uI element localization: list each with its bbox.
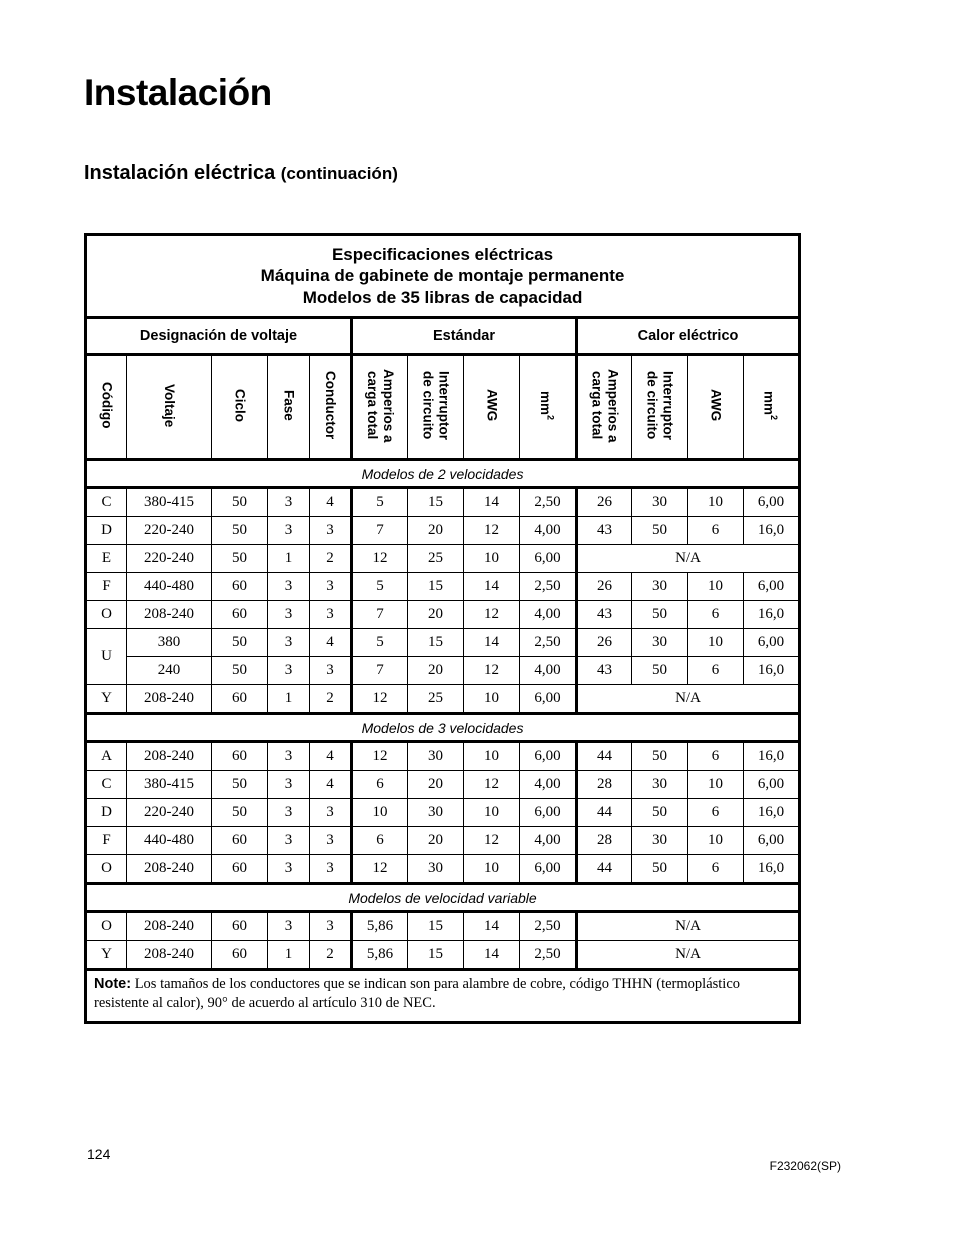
table-cell: 12 bbox=[464, 771, 520, 799]
table-cell: 60 bbox=[212, 855, 268, 884]
table-title-line-1: Especificaciones eléctricas bbox=[331, 244, 554, 264]
table-cell: 6 bbox=[688, 742, 744, 771]
table-cell: 15 bbox=[408, 941, 464, 970]
table-cell: 44 bbox=[577, 855, 632, 884]
table-cell: 12 bbox=[352, 685, 408, 714]
table-cell: 6,00 bbox=[520, 855, 577, 884]
table-cell: 3 bbox=[268, 771, 310, 799]
table-cell: 50 bbox=[632, 601, 688, 629]
table-row bbox=[86, 742, 800, 771]
table-cell: 60 bbox=[212, 742, 268, 771]
table-row bbox=[86, 573, 800, 601]
table-cell: 380 bbox=[127, 629, 212, 657]
table-cell: 50 bbox=[212, 771, 268, 799]
table-cell: 16,0 bbox=[744, 657, 800, 685]
table-cell: 6 bbox=[688, 517, 744, 545]
table-cell: 30 bbox=[408, 799, 464, 827]
table-cell: 3 bbox=[310, 517, 352, 545]
table-cell: C bbox=[86, 488, 127, 517]
table-cell: C bbox=[86, 771, 127, 799]
group-header-standard: Estándar bbox=[352, 318, 577, 355]
table-cell: 5,86 bbox=[352, 912, 408, 941]
table-cell: 10 bbox=[464, 545, 520, 573]
table-cell: 20 bbox=[408, 601, 464, 629]
table-cell: 43 bbox=[577, 517, 632, 545]
table-cell: 1 bbox=[268, 685, 310, 714]
column-header-code: Código bbox=[86, 355, 127, 460]
page-number: 124 bbox=[87, 1146, 111, 1162]
table-cell: 14 bbox=[464, 912, 520, 941]
table-cell: 220-240 bbox=[127, 517, 212, 545]
group-header-voltage: Designación de voltaje bbox=[86, 318, 352, 355]
table-cell: 60 bbox=[212, 573, 268, 601]
table-cell: 15 bbox=[408, 629, 464, 657]
table-row bbox=[86, 488, 800, 517]
table-cell: 50 bbox=[212, 488, 268, 517]
table-title-line-2: Máquina de gabinete de montaje permanente bbox=[260, 266, 625, 286]
table-cell: 208-240 bbox=[127, 742, 212, 771]
table-cell: U bbox=[86, 629, 127, 685]
column-header-conductor: Conductor bbox=[310, 355, 352, 460]
table-cell: 6,00 bbox=[744, 573, 800, 601]
column-header-cycle: Ciclo bbox=[212, 355, 268, 460]
table-cell: 1 bbox=[268, 545, 310, 573]
table-cell: 14 bbox=[464, 941, 520, 970]
table-cell: 3 bbox=[310, 799, 352, 827]
table-cell: 44 bbox=[577, 799, 632, 827]
table-cell: 220-240 bbox=[127, 799, 212, 827]
table-cell: 60 bbox=[212, 827, 268, 855]
table-cell: 6 bbox=[688, 855, 744, 884]
table-cell: 50 bbox=[212, 799, 268, 827]
table-cell: 16,0 bbox=[744, 855, 800, 884]
table-cell: 12 bbox=[352, 545, 408, 573]
column-header-std-amps: Amperios a carga total bbox=[352, 355, 408, 460]
table-cell: 50 bbox=[212, 517, 268, 545]
table-cell: Y bbox=[86, 685, 127, 714]
table-row bbox=[86, 545, 800, 573]
section-label-three-speed: Modelos de 3 velocidades bbox=[86, 714, 800, 742]
table-cell: 6,00 bbox=[744, 771, 800, 799]
column-header-std-mm2: $mm^2$ bbox=[520, 355, 577, 460]
table-cell: 3 bbox=[268, 573, 310, 601]
table-cell: 20 bbox=[408, 657, 464, 685]
table-cell: 14 bbox=[464, 573, 520, 601]
table-cell: 15 bbox=[408, 488, 464, 517]
table-cell: 3 bbox=[268, 629, 310, 657]
table-cell: 6 bbox=[688, 601, 744, 629]
table-cell: 43 bbox=[577, 657, 632, 685]
table-cell: 15 bbox=[408, 573, 464, 601]
table-cell: 3 bbox=[268, 742, 310, 771]
table-cell: 10 bbox=[688, 827, 744, 855]
table-cell: 4 bbox=[310, 629, 352, 657]
table-cell: 5,86 bbox=[352, 941, 408, 970]
table-cell: 14 bbox=[464, 629, 520, 657]
table-cell: 12 bbox=[464, 827, 520, 855]
table-cell: 10 bbox=[464, 855, 520, 884]
table-cell: 208-240 bbox=[127, 685, 212, 714]
table-cell: 3 bbox=[268, 855, 310, 884]
table-cell: 16,0 bbox=[744, 799, 800, 827]
table-title-line-3: Modelos de 35 libras de capacidad bbox=[302, 287, 583, 307]
table-cell: 3 bbox=[268, 912, 310, 941]
na-cell: N/A bbox=[577, 941, 800, 970]
table-cell: 43 bbox=[577, 601, 632, 629]
table-cell: 12 bbox=[352, 855, 408, 884]
table-cell: 6 bbox=[688, 657, 744, 685]
na-cell: N/A bbox=[577, 685, 800, 714]
table-cell: 3 bbox=[268, 657, 310, 685]
na-cell: N/A bbox=[577, 912, 800, 941]
table-cell: 25 bbox=[408, 545, 464, 573]
table-cell: 10 bbox=[688, 629, 744, 657]
table-cell: 25 bbox=[408, 685, 464, 714]
column-header-heat-mm2: $mm^2$ bbox=[744, 355, 800, 460]
table-cell: 12 bbox=[464, 517, 520, 545]
table-cell: 240 bbox=[127, 657, 212, 685]
table-cell: 50 bbox=[212, 545, 268, 573]
table-cell: O bbox=[86, 855, 127, 884]
document-code: F232062(SP) bbox=[769, 1159, 841, 1173]
table-cell: 50 bbox=[632, 799, 688, 827]
table-cell: 3 bbox=[310, 855, 352, 884]
table-cell: 50 bbox=[632, 657, 688, 685]
table-cell: 10 bbox=[688, 573, 744, 601]
table-cell: 2,50 bbox=[520, 912, 577, 941]
table-cell: D bbox=[86, 799, 127, 827]
table-cell: 12 bbox=[464, 601, 520, 629]
table-cell: 7 bbox=[352, 601, 408, 629]
table-cell: 50 bbox=[632, 742, 688, 771]
table-cell: 6,00 bbox=[520, 685, 577, 714]
table-cell: 26 bbox=[577, 573, 632, 601]
table-cell: 16,0 bbox=[744, 517, 800, 545]
table-cell: 60 bbox=[212, 941, 268, 970]
table-cell: 6 bbox=[352, 771, 408, 799]
table-cell: O bbox=[86, 601, 127, 629]
table-cell: 20 bbox=[408, 517, 464, 545]
table-cell: 30 bbox=[408, 855, 464, 884]
column-header-phase: Fase bbox=[268, 355, 310, 460]
table-cell: 6,00 bbox=[744, 629, 800, 657]
table-cell: 28 bbox=[577, 827, 632, 855]
section-label-two-speed: Modelos de 2 velocidades bbox=[86, 460, 800, 488]
table-cell: 4,00 bbox=[520, 601, 577, 629]
table-cell: 12 bbox=[464, 657, 520, 685]
table-row bbox=[86, 827, 800, 855]
table-cell: 6 bbox=[688, 799, 744, 827]
electrical-spec-table bbox=[84, 233, 801, 1024]
table-cell: 3 bbox=[310, 657, 352, 685]
table-cell: 30 bbox=[632, 771, 688, 799]
group-header-electric-heat: Calor eléctrico bbox=[577, 318, 800, 355]
table-cell: 20 bbox=[408, 771, 464, 799]
table-cell: E bbox=[86, 545, 127, 573]
column-header-std-awg: AWG bbox=[464, 355, 520, 460]
na-cell: N/A bbox=[577, 545, 800, 573]
table-row bbox=[86, 771, 800, 799]
table-row bbox=[86, 941, 800, 970]
table-cell: 26 bbox=[577, 629, 632, 657]
column-header-voltage: Voltaje bbox=[127, 355, 212, 460]
table-cell: 10 bbox=[688, 771, 744, 799]
table-cell: 208-240 bbox=[127, 912, 212, 941]
table-cell: 20 bbox=[408, 827, 464, 855]
table-cell: 7 bbox=[352, 657, 408, 685]
table-cell: 3 bbox=[310, 601, 352, 629]
table-row bbox=[86, 601, 800, 629]
table-cell: D bbox=[86, 517, 127, 545]
table-cell: 6 bbox=[352, 827, 408, 855]
table-cell: 440-480 bbox=[127, 827, 212, 855]
table-cell: 6,00 bbox=[520, 742, 577, 771]
table-cell: 30 bbox=[632, 573, 688, 601]
table-cell: 220-240 bbox=[127, 545, 212, 573]
table-cell: 4 bbox=[310, 771, 352, 799]
table-cell: 2,50 bbox=[520, 573, 577, 601]
column-header-heat-amps: Amperios a carga total bbox=[577, 355, 632, 460]
column-header-heat-awg: AWG bbox=[688, 355, 744, 460]
section-label-variable-speed: Modelos de velocidad variable bbox=[86, 884, 800, 912]
table-cell: 28 bbox=[577, 771, 632, 799]
table-cell: 2 bbox=[310, 941, 352, 970]
table-row bbox=[86, 629, 800, 657]
table-cell: 3 bbox=[310, 912, 352, 941]
table-cell: 50 bbox=[632, 855, 688, 884]
table-cell: 208-240 bbox=[127, 601, 212, 629]
table-cell: 16,0 bbox=[744, 742, 800, 771]
table-cell: 50 bbox=[212, 629, 268, 657]
table-row bbox=[86, 855, 800, 884]
table-cell: 3 bbox=[268, 488, 310, 517]
table-cell: 26 bbox=[577, 488, 632, 517]
table-cell: 380-415 bbox=[127, 488, 212, 517]
table-cell: 3 bbox=[268, 799, 310, 827]
table-cell: 16,0 bbox=[744, 601, 800, 629]
table-cell: 2,50 bbox=[520, 488, 577, 517]
table-cell: 4,00 bbox=[520, 517, 577, 545]
table-row bbox=[86, 517, 800, 545]
table-cell: 15 bbox=[408, 912, 464, 941]
table-cell: A bbox=[86, 742, 127, 771]
table-cell: 10 bbox=[352, 799, 408, 827]
table-cell: 6,00 bbox=[520, 545, 577, 573]
table-cell: Y bbox=[86, 941, 127, 970]
table-cell: 10 bbox=[688, 488, 744, 517]
table-cell: 30 bbox=[632, 488, 688, 517]
table-cell: 6,00 bbox=[744, 827, 800, 855]
table-cell: 3 bbox=[268, 517, 310, 545]
table-cell: 5 bbox=[352, 629, 408, 657]
table-cell: 208-240 bbox=[127, 941, 212, 970]
table-cell: 10 bbox=[464, 742, 520, 771]
table-cell: 44 bbox=[577, 742, 632, 771]
table-cell: 5 bbox=[352, 488, 408, 517]
table-row bbox=[86, 912, 800, 941]
table-cell: 30 bbox=[632, 629, 688, 657]
table-cell: 3 bbox=[310, 827, 352, 855]
note-text: Los tamaños de los conductores que se indican son para alambre de cobre, código THHN (termoplástico resistente al calor), 90° de acuerdo al artículo 310 de NEC. bbox=[94, 976, 741, 1011]
table-cell: 440-480 bbox=[127, 573, 212, 601]
column-header-std-breaker: Interruptor de circuito bbox=[408, 355, 464, 460]
table-cell: 3 bbox=[268, 827, 310, 855]
table-title bbox=[86, 235, 800, 318]
table-cell: 60 bbox=[212, 685, 268, 714]
note-label: Note: bbox=[94, 976, 132, 992]
table-cell: 12 bbox=[352, 742, 408, 771]
table-cell: 4,00 bbox=[520, 657, 577, 685]
table-cell: 50 bbox=[632, 517, 688, 545]
table-cell: 3 bbox=[268, 601, 310, 629]
table-cell: 208-240 bbox=[127, 855, 212, 884]
table-cell: 3 bbox=[310, 573, 352, 601]
table-row bbox=[86, 799, 800, 827]
table-cell: 2,50 bbox=[520, 941, 577, 970]
table-cell: 380-415 bbox=[127, 771, 212, 799]
table-cell: 6,00 bbox=[744, 488, 800, 517]
table-cell: 14 bbox=[464, 488, 520, 517]
table-cell: 4 bbox=[310, 488, 352, 517]
table-cell: 4,00 bbox=[520, 827, 577, 855]
table-cell: 6,00 bbox=[520, 799, 577, 827]
table-cell: 10 bbox=[464, 685, 520, 714]
table-cell: F bbox=[86, 827, 127, 855]
table-cell: 2 bbox=[310, 685, 352, 714]
table-cell: 4,00 bbox=[520, 771, 577, 799]
table-cell: 10 bbox=[464, 799, 520, 827]
table-cell: 60 bbox=[212, 601, 268, 629]
table-cell: 50 bbox=[212, 657, 268, 685]
table-cell: 30 bbox=[408, 742, 464, 771]
table-cell: 1 bbox=[268, 941, 310, 970]
table-row bbox=[86, 657, 800, 685]
table-cell: 5 bbox=[352, 573, 408, 601]
table-note bbox=[86, 970, 800, 1023]
table-cell: 30 bbox=[632, 827, 688, 855]
section-title-text: Instalación eléctrica bbox=[84, 162, 276, 184]
table-cell: 7 bbox=[352, 517, 408, 545]
table-cell: 2 bbox=[310, 545, 352, 573]
table-cell: F bbox=[86, 573, 127, 601]
table-cell: 4 bbox=[310, 742, 352, 771]
section-title bbox=[84, 162, 398, 185]
table-cell: O bbox=[86, 912, 127, 941]
column-header-heat-breaker: Interruptor de circuito bbox=[632, 355, 688, 460]
page-title: Instalación bbox=[84, 72, 272, 113]
table-cell: 2,50 bbox=[520, 629, 577, 657]
section-continuation: (continuación) bbox=[280, 164, 398, 183]
table-row bbox=[86, 685, 800, 714]
table-cell: 60 bbox=[212, 912, 268, 941]
